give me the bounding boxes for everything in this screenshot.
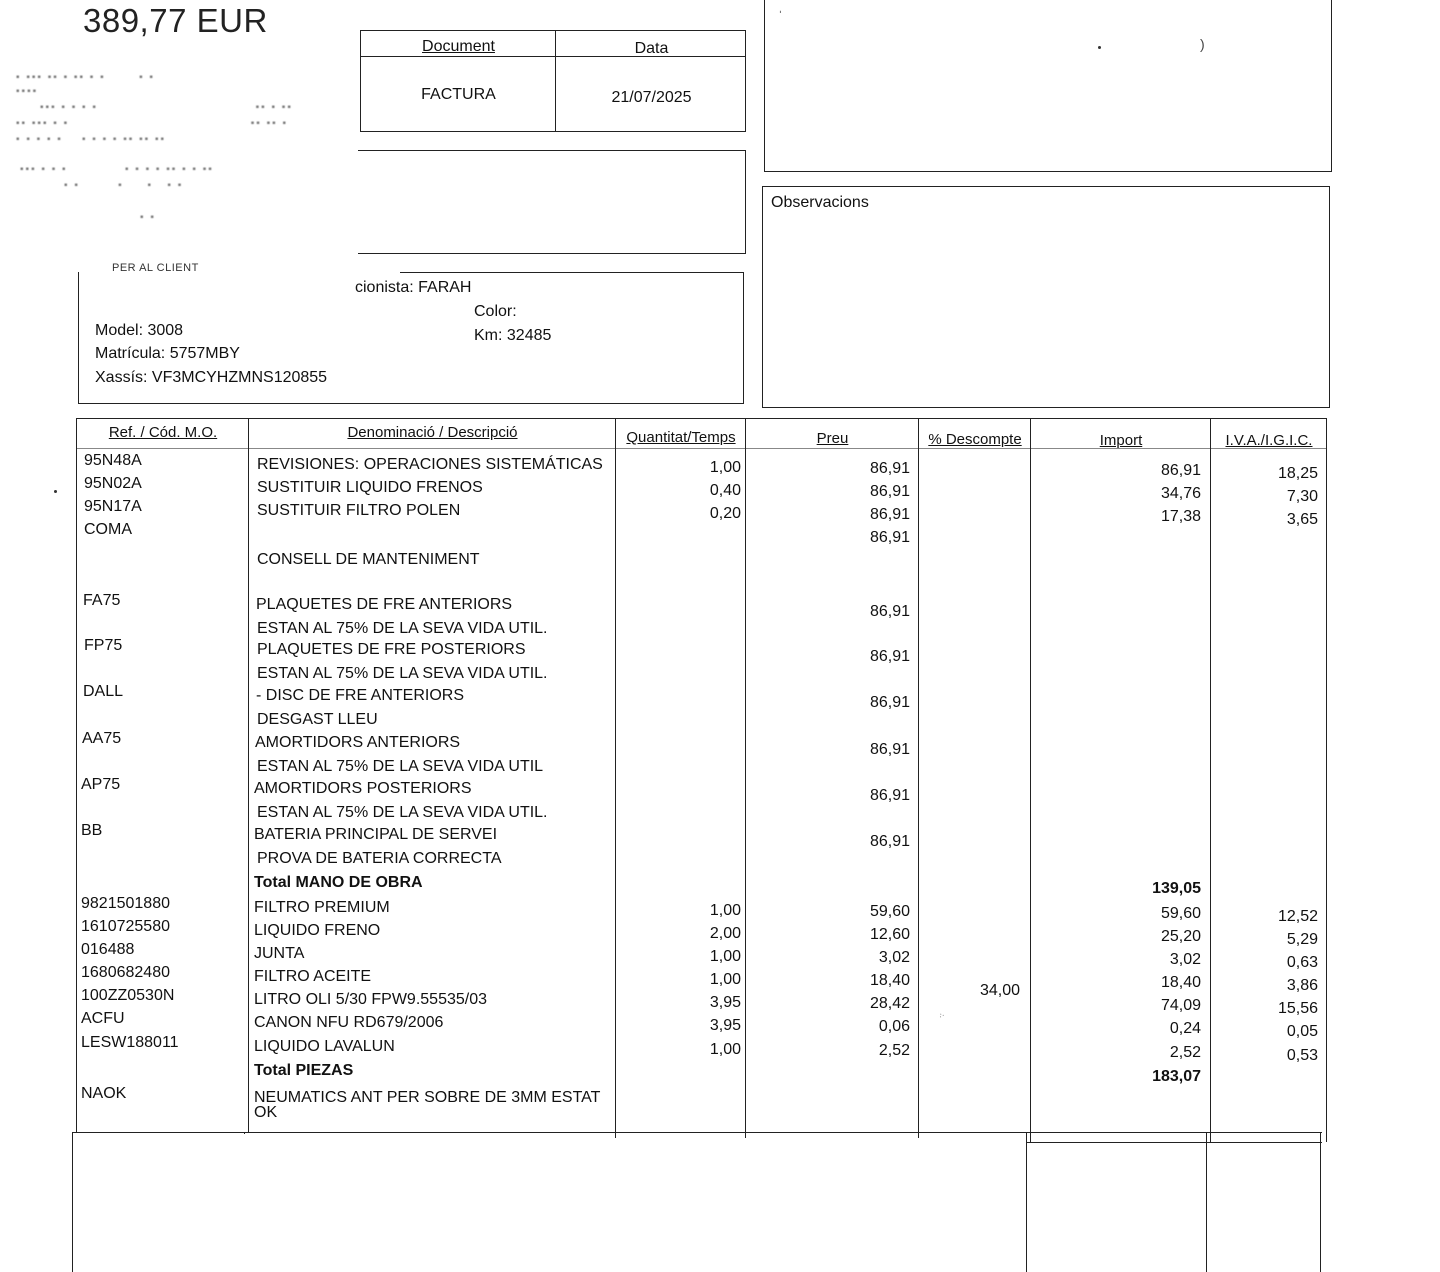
vehicle-plate: Matrícula: 5757MBY bbox=[95, 345, 240, 362]
cell-ref: FA75 bbox=[83, 592, 121, 609]
col-header-discount: % Descompte bbox=[928, 431, 1022, 448]
vehicle-model: Model: 3008 bbox=[95, 322, 184, 339]
cell-vat: 15,56 bbox=[1277, 1000, 1318, 1017]
cell-ref: 1680682480 bbox=[81, 964, 170, 981]
cell-desc: PROVA DE BATERIA CORRECTA bbox=[257, 850, 502, 867]
col-header-price: Preu bbox=[816, 430, 849, 447]
col-header-quantity: Quantitat/Temps bbox=[626, 429, 736, 446]
cell-desc: ESTAN AL 75% DE LA SEVA VIDA UTIL. bbox=[257, 620, 548, 637]
cell-vat: 3,65 bbox=[1286, 511, 1318, 528]
col-header-description: Denominació / Descripció bbox=[347, 424, 518, 441]
cell-amount: 2,52 bbox=[1169, 1044, 1201, 1061]
cell-vat: 0,63 bbox=[1286, 954, 1318, 971]
cell-ref: AA75 bbox=[82, 730, 122, 747]
cell-ref: LESW188011 bbox=[81, 1034, 179, 1051]
cell-price: 86,91 bbox=[869, 603, 910, 620]
cell-vat: 7,30 bbox=[1286, 488, 1318, 505]
cell-price: 86,91 bbox=[869, 741, 910, 758]
vehicle-km: Km: 32485 bbox=[474, 327, 552, 344]
cell-ref: 95N17A bbox=[84, 498, 142, 515]
cell-price: 86,91 bbox=[869, 833, 910, 850]
cell-price: 86,91 bbox=[869, 460, 910, 477]
cell-ref: 016488 bbox=[81, 941, 135, 958]
cell-qty: 1,00 bbox=[709, 1041, 741, 1058]
cell-desc: Total PIEZAS bbox=[254, 1062, 354, 1079]
cell-price: 86,91 bbox=[869, 787, 910, 804]
cell-price: 18,40 bbox=[869, 972, 910, 989]
cell-qty: 1,00 bbox=[709, 971, 741, 988]
cell-qty: 1,00 bbox=[709, 948, 741, 965]
cell-vat: 5,29 bbox=[1286, 931, 1318, 948]
cell-amount: 3,02 bbox=[1169, 951, 1201, 968]
cell-desc: Total MANO DE OBRA bbox=[254, 874, 423, 891]
cell-ref: 100ZZ0530N bbox=[81, 987, 175, 1004]
date-label: Data bbox=[634, 40, 669, 57]
cell-qty: 3,95 bbox=[709, 1017, 741, 1034]
cell-ref: 95N02A bbox=[84, 475, 142, 492]
cell-desc: OK bbox=[254, 1104, 278, 1121]
cell-vat: 12,52 bbox=[1277, 908, 1318, 925]
cell-vat: 0,05 bbox=[1286, 1023, 1318, 1040]
cell-ref: 1610725580 bbox=[81, 918, 170, 935]
client-copy-label: PER AL CLIENT bbox=[112, 262, 199, 274]
cell-desc: PLAQUETES DE FRE ANTERIORS bbox=[256, 596, 513, 613]
info-box bbox=[358, 150, 746, 254]
document-type: FACTURA bbox=[421, 86, 496, 103]
cell-price: 86,91 bbox=[869, 506, 910, 523]
cell-price: 86,91 bbox=[869, 483, 910, 500]
cell-desc: - DISC DE FRE ANTERIORS bbox=[256, 687, 465, 704]
cell-amount: 74,09 bbox=[1160, 997, 1201, 1014]
cell-qty: 1,00 bbox=[709, 902, 741, 919]
cell-disc: 34,00 bbox=[979, 982, 1020, 999]
cell-qty: 0,40 bbox=[709, 482, 741, 499]
cell-price: 12,60 bbox=[869, 926, 910, 943]
cell-ref: DALL bbox=[83, 683, 124, 700]
cell-desc: ESTAN AL 75% DE LA SEVA VIDA UTIL. bbox=[257, 804, 548, 821]
cell-amount: 0,24 bbox=[1169, 1020, 1201, 1037]
cell-qty: 1,00 bbox=[709, 459, 741, 476]
cell-qty: 0,20 bbox=[709, 505, 741, 522]
cell-desc: SUSTITUIR LIQUIDO FRENOS bbox=[257, 479, 483, 496]
cell-price: 0,06 bbox=[878, 1018, 910, 1035]
cell-price: 86,91 bbox=[869, 529, 910, 546]
cell-amount: 183,07 bbox=[1152, 1068, 1201, 1085]
observations-box bbox=[762, 186, 1330, 408]
cell-ref: 95N48A bbox=[84, 452, 142, 469]
address-mark: ) bbox=[1200, 36, 1205, 52]
cell-price: 86,91 bbox=[869, 694, 910, 711]
cell-vat: 3,86 bbox=[1286, 977, 1318, 994]
cell-amount: 17,38 bbox=[1160, 508, 1201, 525]
receptionist: cionista: FARAH bbox=[355, 279, 472, 296]
vehicle-chassis: Xassís: VF3MCYHZMNS120855 bbox=[95, 369, 328, 386]
cell-desc: AMORTIDORS ANTERIORS bbox=[255, 734, 461, 751]
cell-ref: ACFU bbox=[81, 1010, 125, 1027]
cell-desc: CONSELL DE MANTENIMENT bbox=[257, 551, 480, 568]
cell-desc: JUNTA bbox=[254, 945, 305, 962]
cell-price: 2,52 bbox=[878, 1042, 910, 1059]
col-header-amount: Import bbox=[1099, 432, 1143, 449]
cell-price: 28,42 bbox=[869, 995, 910, 1012]
cell-desc: FILTRO PREMIUM bbox=[254, 899, 390, 916]
cell-amount: 139,05 bbox=[1152, 880, 1201, 897]
col-header-vat: I.V.A./I.G.I.C. bbox=[1225, 432, 1313, 449]
vehicle-color: Color: bbox=[474, 303, 517, 320]
scan-speck bbox=[1098, 46, 1101, 49]
cell-desc: ESTAN AL 75% DE LA SEVA VIDA UTIL bbox=[257, 758, 544, 775]
cell-qty: 2,00 bbox=[709, 925, 741, 942]
cell-desc: BATERIA PRINCIPAL DE SERVEI bbox=[254, 826, 498, 843]
cell-ref: COMA bbox=[84, 521, 132, 538]
cell-desc: LITRO OLI 5/30 FPW9.55535/03 bbox=[254, 991, 488, 1008]
cell-amount: 34,76 bbox=[1160, 485, 1201, 502]
cell-desc: PLAQUETES DE FRE POSTERIORS bbox=[257, 641, 526, 658]
cell-price: 59,60 bbox=[869, 903, 910, 920]
cell-desc: AMORTIDORS POSTERIORS bbox=[254, 780, 472, 797]
scan-speck bbox=[54, 490, 57, 493]
document-label: Document bbox=[422, 38, 495, 55]
cell-amount: 18,40 bbox=[1160, 974, 1201, 991]
cell-desc: LIQUIDO LAVALUN bbox=[254, 1038, 395, 1055]
cell-desc: LIQUIDO FRENO bbox=[254, 922, 381, 939]
cell-ref: NAOK bbox=[81, 1085, 127, 1102]
col-header-ref: Ref. / Cód. M.O. bbox=[108, 424, 218, 441]
cell-vat: 0,53 bbox=[1286, 1047, 1318, 1064]
address-mark: ˈ bbox=[778, 8, 783, 24]
cell-desc: NEUMATICS ANT PER SOBRE DE 3MM ESTAT bbox=[254, 1089, 601, 1106]
cell-desc: DESGAST LLEU bbox=[257, 711, 378, 728]
cell-price: 86,91 bbox=[869, 648, 910, 665]
cell-desc: FILTRO ACEITE bbox=[254, 968, 372, 985]
cell-amount: 25,20 bbox=[1160, 928, 1201, 945]
cell-ref: 9821501880 bbox=[81, 895, 170, 912]
cell-price: 3,02 bbox=[878, 949, 910, 966]
cell-vat: 18,25 bbox=[1277, 465, 1318, 482]
scan-speck: ⁖ bbox=[935, 1010, 947, 1021]
address-box bbox=[764, 0, 1332, 172]
cell-qty: 3,95 bbox=[709, 994, 741, 1011]
cell-ref: AP75 bbox=[81, 776, 121, 793]
cell-desc: ESTAN AL 75% DE LA SEVA VIDA UTIL. bbox=[257, 665, 548, 682]
invoice-total-amount: 389,77 EUR bbox=[83, 2, 268, 39]
cell-amount: 86,91 bbox=[1160, 462, 1201, 479]
observations-label: Observacions bbox=[771, 194, 869, 211]
cell-desc: REVISIONES: OPERACIONES SISTEMÁTICAS bbox=[257, 456, 603, 473]
cell-desc: CANON NFU RD679/2006 bbox=[254, 1014, 444, 1031]
cell-desc: SUSTITUIR FILTRO POLEN bbox=[257, 502, 461, 519]
document-date: 21/07/2025 bbox=[611, 89, 692, 106]
cell-ref: BB bbox=[81, 822, 103, 839]
cell-amount: 59,60 bbox=[1160, 905, 1201, 922]
cell-ref: FP75 bbox=[84, 637, 123, 654]
